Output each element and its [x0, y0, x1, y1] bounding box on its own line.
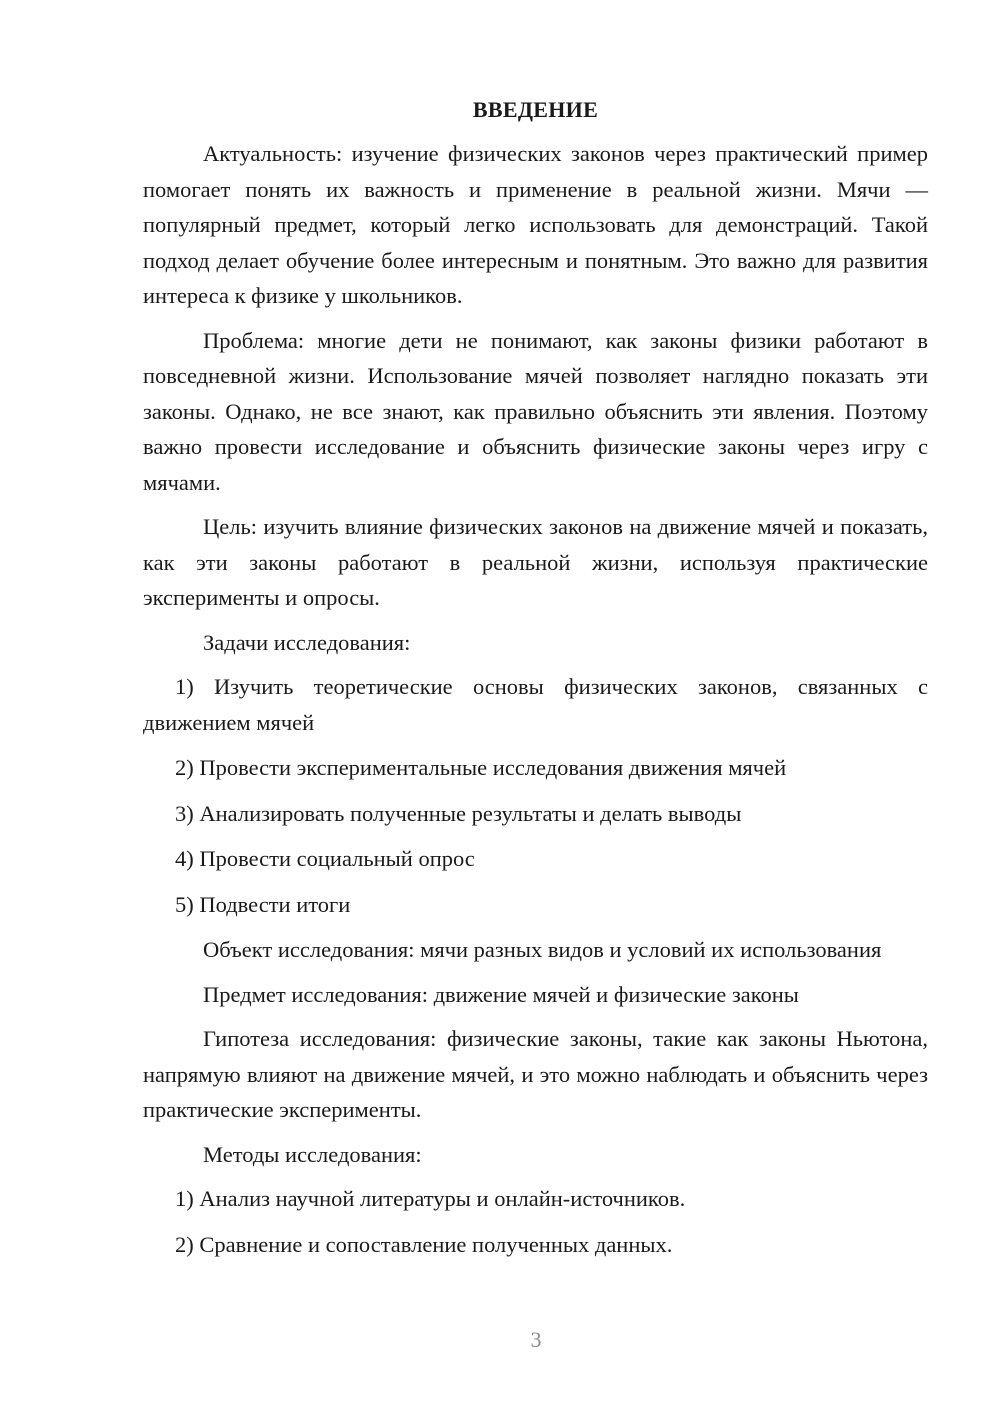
object-paragraph: Объект исследования: мячи разных видов и условий их использования — [203, 937, 882, 962]
task-item: 1) Изучить теоретические основы физических законов, связанных с движением мячей — [143, 674, 928, 735]
subject-paragraph: Предмет исследования: движение мячей и физические законы — [203, 981, 799, 1007]
methods-heading: Методы исследования: — [203, 1141, 422, 1167]
tasks-heading: Задачи исследования: — [203, 629, 411, 655]
page-heading: ВВЕДЕНИЕ — [472, 97, 599, 122]
task-item: 2) Провести экспериментальные исследования движения мячей — [175, 755, 787, 780]
task-item: 3) Анализировать полученные результаты и делать выводы — [175, 800, 742, 826]
relevance-paragraph: Актуальность: изучение физических законов через практический пример помогает понять их важность и применение в реальной жизни. Мячи — популярный предмет, который легко использовать для демонстраций. Такой подход делает обучение более интересным и понятным. Это важно для развития интереса к физике у школьников. — [143, 141, 928, 308]
page-number: 3 — [530, 1327, 542, 1352]
hypothesis-paragraph: Гипотеза исследования: физические законы, такие как законы Ньютона, напрямую влияют на движение мячей, и это можно наблюдать и объяснить через практические эксперименты. — [143, 1026, 928, 1122]
problem-paragraph: Проблема: многие дети не понимают, как законы физики работают в повседневной жизни. Использование мячей позволяет наглядно показать эти законы. Однако, не все знают, как правильно объяснить эти явления. Поэтому важно провести исследование и объяснить физические законы через игру с мячами. — [143, 327, 928, 495]
task-item: 4) Провести социальный опрос — [175, 846, 475, 871]
task-item: 5) Подвести итоги — [175, 891, 351, 917]
method-item: 1) Анализ научной литературы и онлайн-источников. — [175, 1186, 686, 1211]
goal-paragraph: Цель: изучить влияние физических законов на движение мячей и показать, как эти законы работают в реальной жизни, используя практические эксперименты и опросы. — [143, 514, 928, 610]
page-content — [143, 92, 928, 1272]
method-item: 2) Сравнение и сопоставление полученных данных. — [175, 1231, 673, 1257]
